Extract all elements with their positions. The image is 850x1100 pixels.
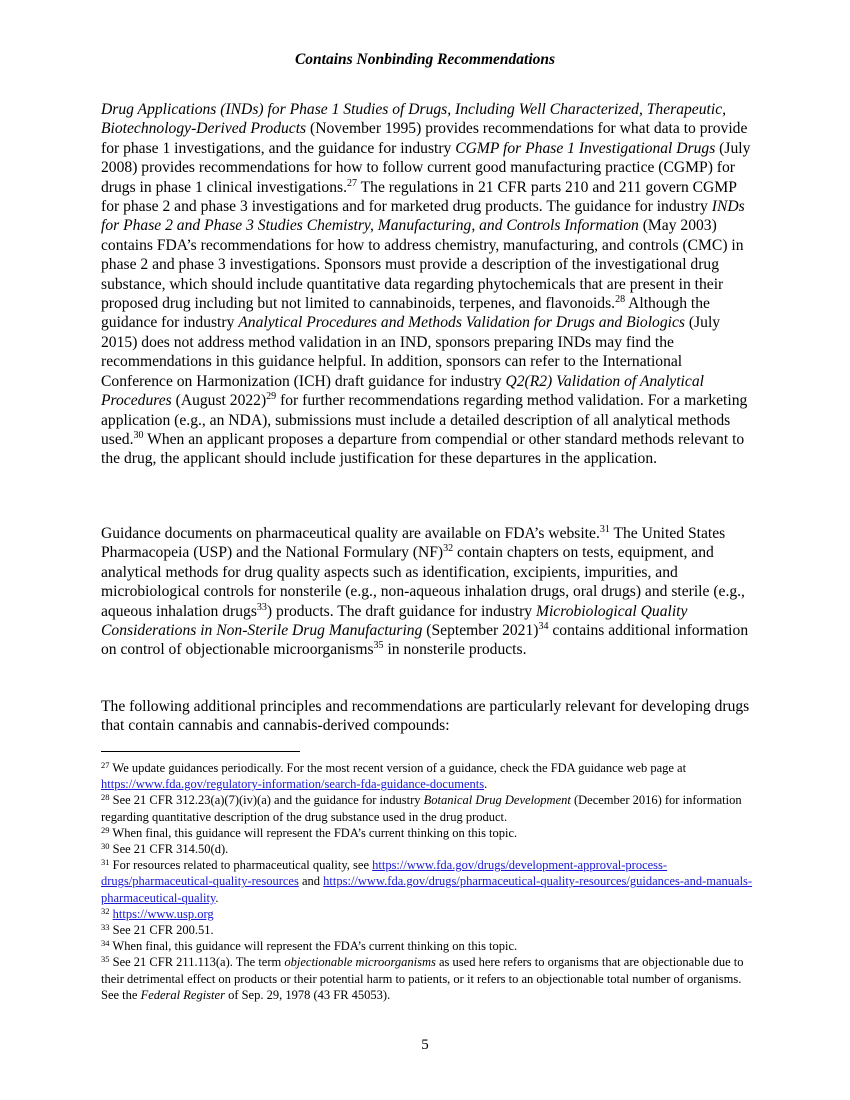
body-text-run: (November 1995) provides recommendations for what data to provide for phase 1 investigations, and the guidance for industry (101, 120, 748, 157)
footnote-27 (101, 760, 756, 792)
body-paragraph-1 (101, 100, 751, 469)
pharmaceutical-quality-resources-link[interactable]: https://www.fda.gov/drugs/development-approval-process-drugs/pharmaceutical-quality-resources (101, 858, 668, 889)
guidance-title: INDs for Phase 2 and Phase 3 Studies Chemistry, Manufacturing, and Controls Information (101, 198, 745, 235)
footnote-30 (101, 841, 756, 857)
footnote-text: of Sep. 29, 1978 (43 FR 45053). (224, 987, 391, 1002)
footnote-32 (101, 906, 756, 922)
guidance-title: Analytical Procedures and Methods Validation for Drugs and Biologics (238, 314, 685, 332)
footnote-ref-27[interactable]: 27 (347, 177, 357, 189)
footnote-number: 32 (101, 905, 110, 916)
body-text-run: ) products. The draft guidance for industry (266, 602, 536, 620)
footnote-text: (December 2016) for information regarding quantitative description of the drug substance used in the drug product. (101, 793, 742, 824)
footnote-text: See 21 CFR 211.113(a). The term (109, 955, 285, 970)
footnote-ref-35[interactable]: 35 (373, 640, 384, 652)
footnote-number: 31 (101, 857, 110, 868)
footnote-number: 35 (101, 954, 110, 965)
usp-link[interactable]: https://www.usp.org (112, 906, 214, 921)
body-text-run: for further recommendations regarding method validation. For a marketing application (e.g., an NDA), submissions must include a detailed description of all analytical methods used. (101, 392, 748, 448)
footnote-ref-30[interactable]: 30 (133, 429, 144, 441)
guidance-title: Drug Applications (INDs) for Phase 1 Studies of Drugs, Including Well Characterized, Therapeutic, Biotechnology-Derived Products (101, 101, 727, 138)
footnote-text: When final, this guidance will represent the FDA’s current thinking on this topic. (109, 939, 518, 954)
footnote-text: See 21 CFR 200.51. (109, 923, 214, 938)
footnote-35 (101, 954, 756, 1003)
page-header: Contains Nonbinding Recommendations (294, 51, 556, 68)
footnote-ref-32[interactable]: 32 (443, 543, 454, 555)
footnote-text: See 21 CFR 314.50(d). (109, 842, 229, 857)
body-text-run: (July 2008) provides recommendations for how to follow current good manufacturing practice (CGMP) for drugs in phase 1 clinical investigations. (101, 139, 751, 196)
body-text-run: (May 2003) contains FDA’s recommendations for how to address chemistry, manufacturing, and controls (CMC) in phase 2 and phase 3 investigations. Sponsors must provide a description of the investigational drug substance, which should include quantitative data regarding phytochemicals that are present in their proposed drug including but not limited to cannabinoids, terpenes, and flavonoids. (101, 217, 744, 313)
body-text-run: The United States Pharmacopeia (USP) and the National Formulary (NF) (101, 525, 726, 562)
italic-term: objectionable microorganisms (284, 955, 436, 970)
footnote-text: as used here refers to organisms that are objectionable due to their detrimental effect on products or their potential harm to patients, or it refers to an objectionable total number of organisms. See the (101, 955, 744, 1002)
footnote-text: . (484, 777, 488, 792)
guidance-title: Microbiological Quality Considerations in Non-Sterile Drug Manufacturing (101, 602, 688, 640)
body-text-run: Guidance documents on pharmaceutical quality are available on FDA’s website. (101, 525, 600, 542)
footnote-divider (101, 751, 300, 752)
page-number: 5 (421, 1037, 429, 1053)
guidance-title: Botanical Drug Development (423, 793, 571, 808)
body-text-run: (August 2022) (171, 392, 267, 410)
footnote-33 (101, 922, 756, 938)
footnote-number: 29 (101, 824, 110, 835)
body-text-run: The regulations in 21 CFR parts 210 and 211 govern CGMP for phase 2 and phase 3 investigations and for marketed drug products. The guidance for industry (101, 178, 737, 216)
guidances-and-manuals-link[interactable]: https://www.fda.gov/drugs/pharmaceutical-quality-resources/guidances-and-manuals-pharmaceutical-quality (101, 874, 753, 905)
body-text-run: contains additional information on control of objectionable microorganisms (101, 622, 749, 659)
footnote-34 (101, 938, 756, 954)
footnote-text: See 21 CFR 312.23(a)(7)(iv)(a) and the guidance for industry (109, 793, 424, 808)
footnote-ref-31[interactable]: 31 (599, 524, 610, 535)
footnote-text: When final, this guidance will represent the FDA’s current thinking on this topic. (109, 825, 518, 840)
footnote-ref-34[interactable]: 34 (538, 621, 549, 633)
body-text-run: When an applicant proposes a departure from compendial or other standard methods relevant to the drug, the applicant should include justification for these departures in the application. (101, 430, 745, 468)
guidance-title: Q2(R2) Validation of Analytical Procedures (101, 372, 704, 410)
footnote-number: 30 (101, 841, 110, 852)
italic-term: Federal Register (140, 987, 225, 1002)
footnote-text: For resources related to pharmaceutical quality, see (109, 858, 373, 873)
footnote-29 (101, 825, 756, 841)
body-text-run: in nonsterile products. (383, 641, 527, 659)
footnote-number: 27 (101, 760, 110, 770)
body-text-run: (July 2015) does not address method validation in an IND, sponsors preparing INDs may find the recommendations in this guidance helpful. In addition, sponsors can refer to the International Conference on Harmonization (ICH) draft guidance for industry (101, 314, 721, 390)
fda-guidance-search-link[interactable]: https://www.fda.gov/regulatory-information/search-fda-guidance-documents (101, 777, 485, 792)
body-paragraph-3 (101, 697, 751, 736)
footnote-number: 28 (101, 792, 110, 803)
footnote-31 (101, 857, 756, 906)
guidance-title: CGMP for Phase 1 Investigational Drugs (455, 139, 716, 157)
footnote-text: and (298, 874, 324, 889)
footnote-28 (101, 792, 756, 824)
body-text-run: contain chapters on tests, equipment, and analytical methods for drug quality aspects such as identification, excipients, impurities, and microbiological controls for nonsterile (e.g., non-aqueous inhalation drugs, oral drugs) and sterile (e.g., aqueous inhalation drugs (101, 544, 745, 620)
footnote-number: 34 (101, 938, 110, 949)
footnotes-section (101, 760, 756, 1003)
body-text-run: Although the guidance for industry (101, 295, 710, 332)
body-paragraph-2 (101, 524, 751, 660)
footnote-ref-29[interactable]: 29 (266, 391, 277, 403)
footnote-ref-28[interactable]: 28 (615, 294, 626, 306)
footnote-ref-33[interactable]: 33 (256, 601, 267, 613)
footnote-text: We update guidances periodically. For the most recent version of a guidance, check the FDA guidance web page at (109, 761, 687, 775)
footnote-number: 33 (101, 922, 110, 933)
footnote-text: . (215, 890, 219, 905)
body-text-run: The following additional principles and recommendations are particularly relevant for developing drugs that contain cannabis and cannabis-derived compounds: (101, 698, 750, 735)
body-text-run: (September 2021) (422, 622, 539, 640)
